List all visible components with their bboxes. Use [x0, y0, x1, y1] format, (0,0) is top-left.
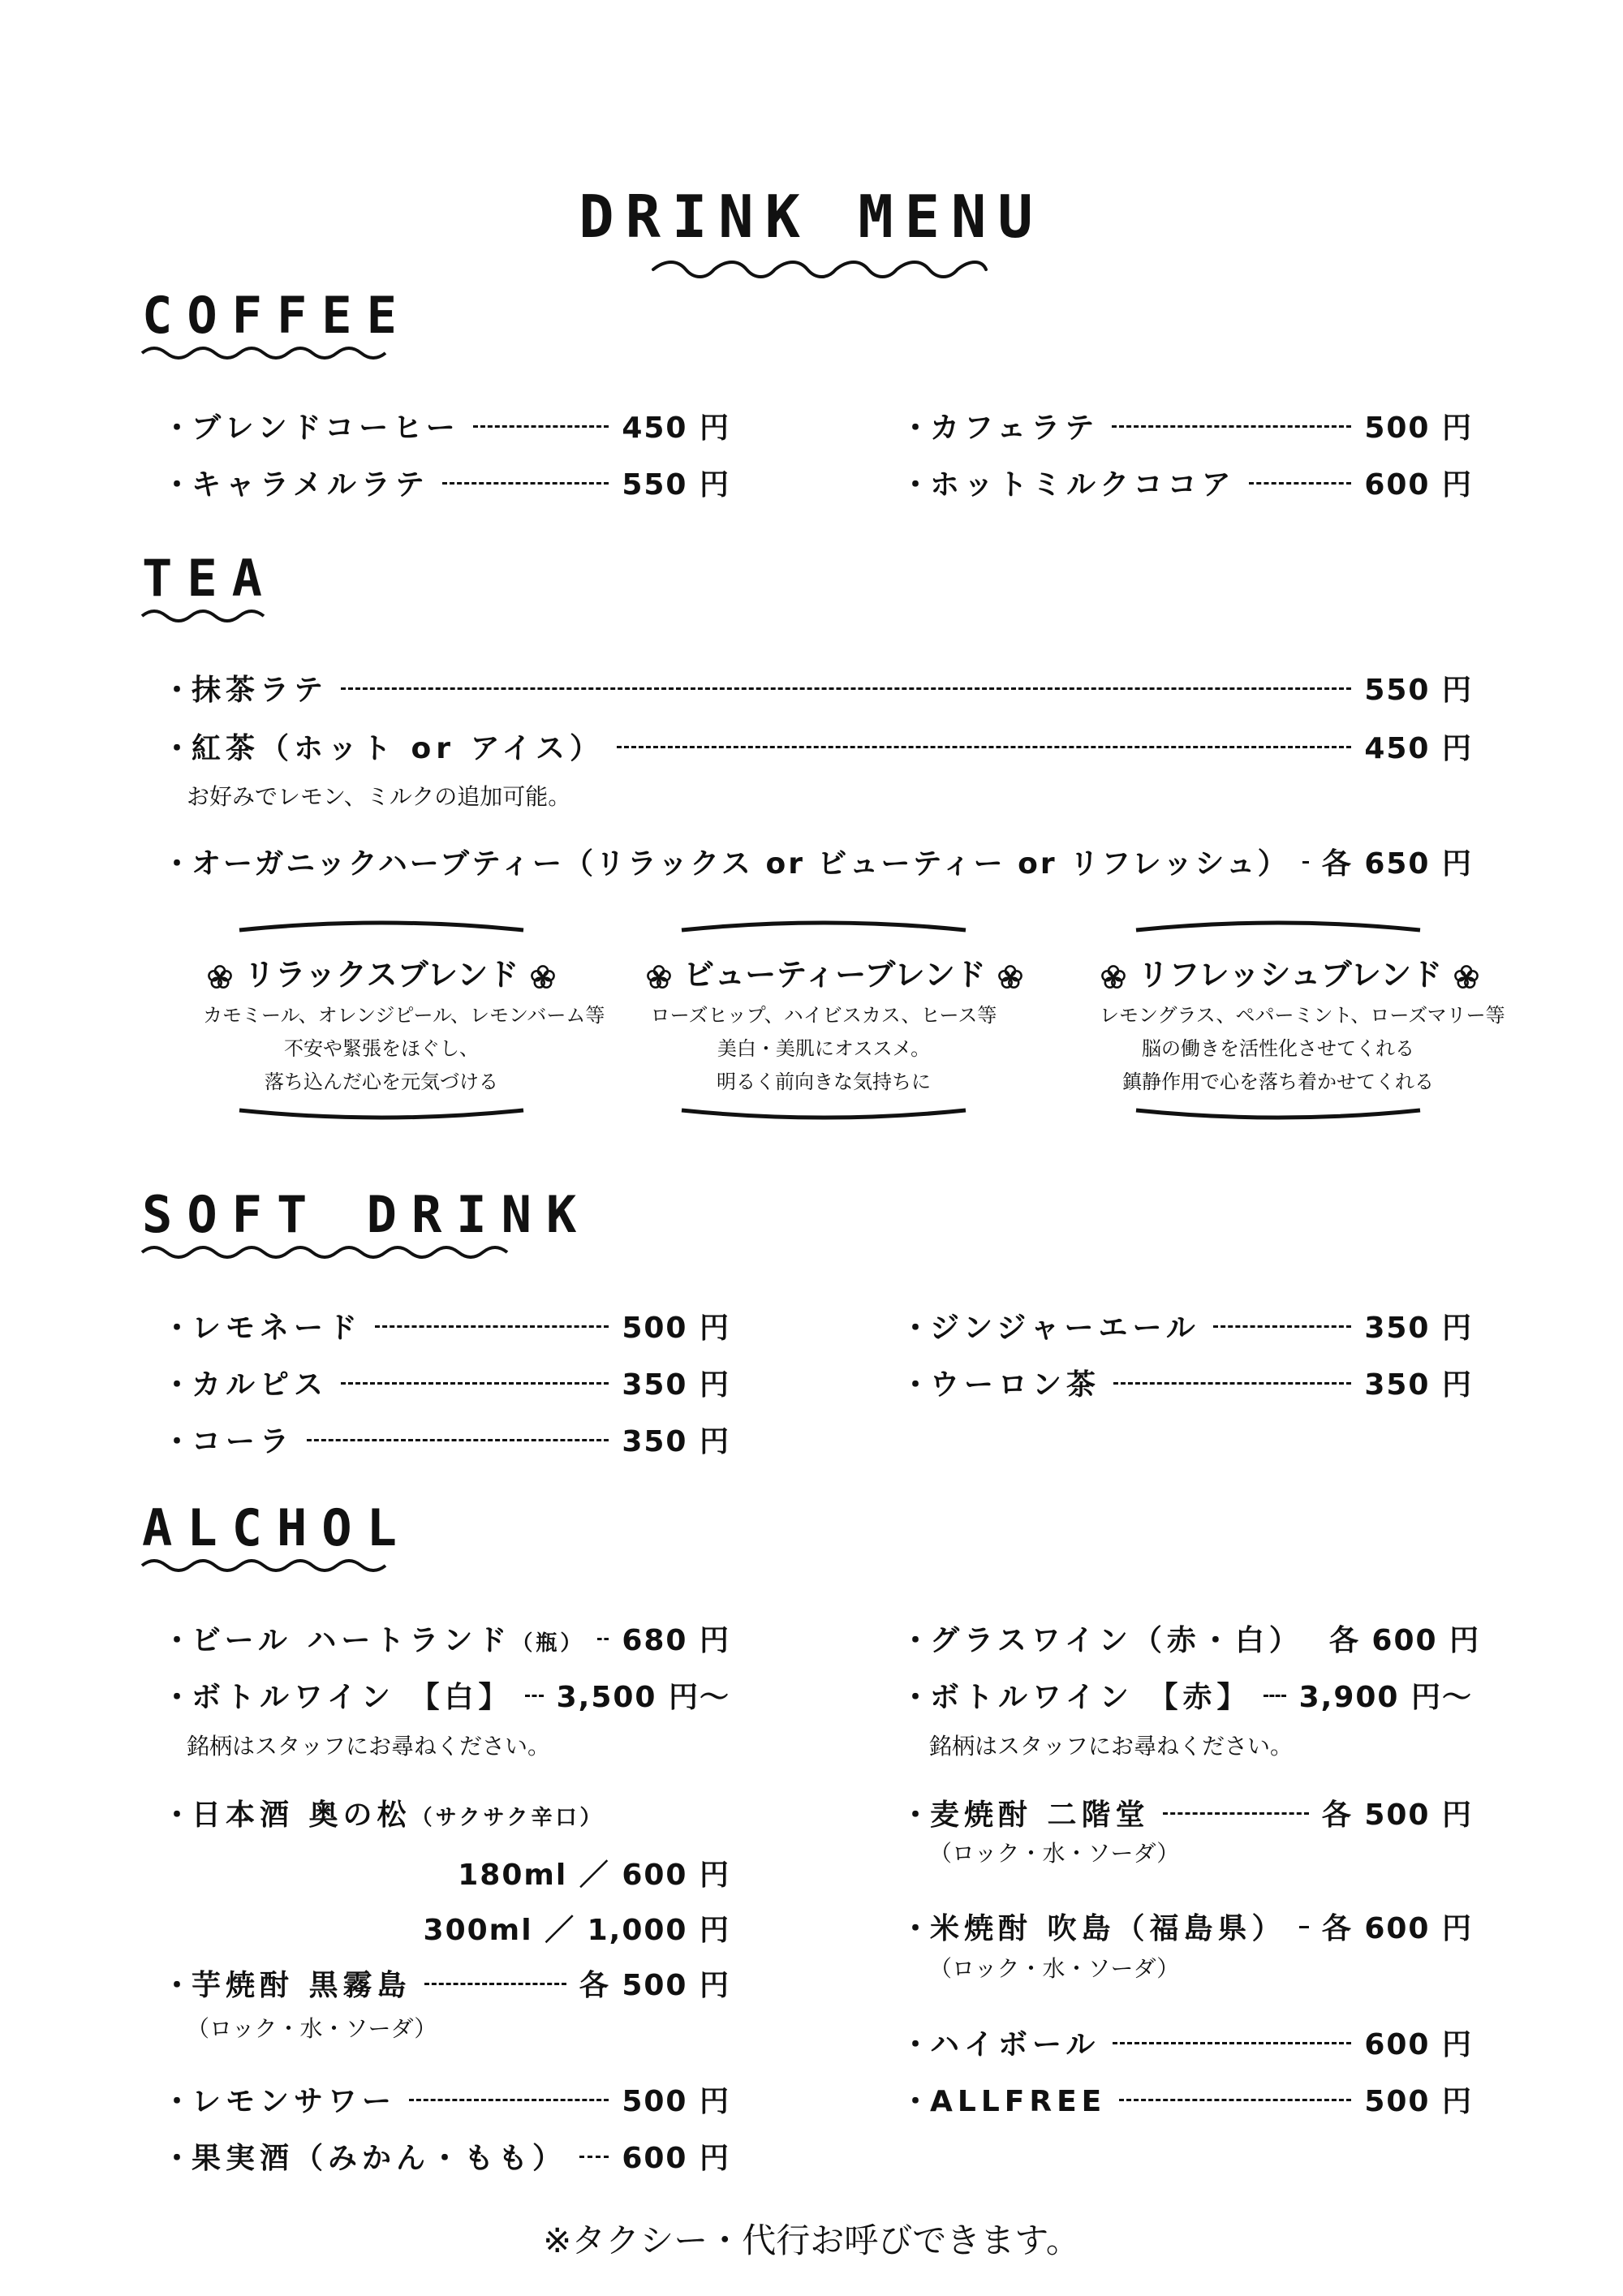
item-name: オーガニックハーブティー（リラックス or ビューティー or リフレッシュ） — [192, 847, 1289, 881]
item-name: 米焼酎 吹島（福島県） — [930, 1912, 1286, 1945]
bullet: ・ — [901, 468, 931, 502]
dotted-leader — [1249, 482, 1352, 485]
bullet: ・ — [162, 1312, 192, 1345]
bullet: ・ — [162, 1969, 192, 2002]
item-price: 500 円 — [1364, 411, 1473, 445]
item-price: 350 円 — [622, 1425, 730, 1458]
item-note: （ロック・水・ソーダ） — [187, 2015, 437, 2042]
blend-line: 脳の働きを活性化させてくれる — [1142, 1037, 1414, 1060]
dotted-leader — [424, 1983, 566, 1985]
item-name: 芋焼酎 黒霧島 — [192, 1969, 411, 2002]
bullet: ・ — [162, 1425, 192, 1458]
item-price: 500 円 — [1364, 2085, 1473, 2118]
item-price: 450 円 — [622, 411, 730, 445]
item-note: お好みでレモン、ミルクの追加可能。 — [187, 783, 571, 810]
item-name: 日本酒 奥の松 — [192, 1798, 411, 1832]
menu-row — [901, 1621, 1481, 1661]
section-heading-soft-drink: SOFT DRINK — [142, 1185, 592, 1244]
blend-line: カモミール、オレンジピール、レモンバーム等 — [203, 1004, 605, 1027]
dotted-leader — [442, 482, 609, 485]
item-name: ブレンドコーヒー — [192, 411, 460, 445]
item-name-sub: （瓶） — [511, 1631, 585, 1656]
dotted-leader — [409, 2099, 609, 2101]
bullet: ・ — [162, 674, 192, 707]
dotted-leader — [1119, 2099, 1351, 2101]
item-price: 500 円 — [622, 1312, 730, 1345]
item-name: ホットミルクココア — [930, 468, 1236, 502]
blend-wave-bottom-1 — [235, 1104, 527, 1123]
blend-card-refresh — [1100, 950, 1505, 1099]
dotted-leader — [525, 1695, 543, 1697]
dotted-leader — [1112, 425, 1351, 428]
sake-size-price: 300ml ／ 1,000 円 — [423, 1914, 730, 1947]
dotted-leader — [375, 1325, 609, 1328]
item-price: 600 円 — [622, 2142, 730, 2175]
item-price: 450 円 — [1364, 732, 1473, 765]
blend-line: 明るく前向きな気持ちに — [717, 1070, 931, 1093]
section-wave-coffee — [138, 341, 390, 365]
dotted-leader — [1264, 1695, 1285, 1697]
item-price: 350 円 — [1364, 1312, 1473, 1345]
item-price: 各 600 円 — [1328, 1624, 1481, 1657]
item-name: カルピス — [192, 1368, 329, 1402]
flower-icon — [645, 963, 673, 991]
bullet: ・ — [162, 1798, 192, 1832]
item-note: （ロック・水・ソーダ） — [929, 1955, 1180, 1982]
menu-row — [162, 2139, 730, 2179]
blend-title — [645, 950, 1002, 994]
blend-wave-bottom-2 — [678, 1104, 970, 1123]
bullet: ・ — [901, 1368, 931, 1402]
menu-row — [901, 2025, 1473, 2066]
item-price: 350 円 — [622, 1368, 730, 1402]
bullet: ・ — [901, 1798, 931, 1832]
dotted-leader — [1302, 861, 1309, 864]
item-price: 3,900 円〜 — [1298, 1681, 1473, 1714]
item-name: 抹茶ラテ — [192, 674, 329, 707]
blend-card-beauty — [645, 950, 1002, 1099]
item-name: ビール ハートランド — [192, 1624, 512, 1657]
item-name-sub: （サクサク辛口） — [411, 1806, 605, 1830]
bullet: ・ — [901, 411, 931, 445]
item-price: 600 円 — [1364, 468, 1473, 502]
item-name: カフェラテ — [930, 411, 1100, 445]
bullet: ・ — [901, 1681, 931, 1714]
menu-row — [901, 408, 1473, 449]
dotted-leader — [1113, 1382, 1351, 1385]
item-name: 麦焼酎 二階堂 — [930, 1798, 1150, 1832]
menu-row — [162, 1795, 730, 1836]
item-price: 各 600 円 — [1321, 1912, 1473, 1945]
menu-row — [162, 408, 730, 449]
flower-icon — [529, 963, 557, 991]
section-wave-alcohol — [138, 1553, 390, 1578]
menu-row — [162, 670, 1473, 711]
dotted-leader — [597, 1638, 609, 1640]
menu-row — [162, 1966, 730, 2006]
bullet: ・ — [162, 847, 192, 881]
item-name: ジンジャーエール — [930, 1312, 1200, 1345]
flower-icon — [206, 963, 234, 991]
item-name: ボトルワイン 【白】 — [192, 1681, 513, 1714]
bullet: ・ — [162, 1681, 192, 1714]
menu-row — [901, 2082, 1473, 2122]
flower-icon — [997, 963, 1024, 991]
item-name: コーラ — [192, 1425, 295, 1458]
blend-title-text: リラックスブレンド — [243, 957, 519, 993]
bullet: ・ — [901, 1312, 931, 1345]
item-price: 550 円 — [622, 468, 730, 502]
item-note: （ロック・水・ソーダ） — [929, 1840, 1180, 1867]
page-title: DRINK MENU — [579, 183, 1044, 251]
footer-note: ※タクシー・代行お呼びできます。 — [543, 2221, 1080, 2260]
blend-wave-top-2 — [678, 917, 970, 937]
dotted-leader — [1113, 2042, 1351, 2044]
section-wave-tea — [138, 604, 276, 628]
bullet: ・ — [162, 2085, 192, 2118]
item-name: 果実酒（みかん・もも） — [192, 2142, 567, 2175]
dotted-leader — [1163, 1812, 1309, 1815]
item-name: 紅茶（ホット or アイス） — [192, 732, 604, 765]
item-name: キャラメルラテ — [192, 468, 429, 502]
dotted-leader — [579, 2156, 609, 2158]
item-name: グラスワイン（赤・白） — [930, 1624, 1303, 1657]
item-price: 3,500 円〜 — [556, 1681, 730, 1714]
item-price: 各 650 円 — [1321, 847, 1473, 881]
dotted-leader — [473, 425, 609, 428]
blend-title-text: ビューティーブレンド — [683, 957, 986, 993]
dotted-leader — [341, 687, 1351, 690]
blend-line: 美白・美肌にオススメ。 — [717, 1037, 931, 1060]
dotted-leader — [617, 746, 1351, 748]
item-price: 600 円 — [1364, 2028, 1473, 2061]
item-price: 各 500 円 — [1321, 1798, 1473, 1832]
menu-row — [901, 1678, 1473, 1718]
section-heading-tea: TEA — [142, 549, 277, 608]
item-name: ALLFREE — [930, 2085, 1107, 2118]
item-note: 銘柄はスタッフにお尋ねください。 — [187, 1733, 551, 1760]
dotted-leader — [307, 1439, 609, 1441]
menu-row — [162, 1678, 730, 1718]
dotted-leader — [1213, 1325, 1352, 1328]
bullet: ・ — [162, 1624, 192, 1657]
menu-row — [162, 465, 730, 506]
menu-row — [162, 1308, 730, 1349]
title-squiggle-decoration — [649, 252, 990, 284]
bullet: ・ — [901, 1624, 931, 1657]
bullet: ・ — [901, 2028, 931, 2061]
menu-row — [162, 1422, 730, 1462]
menu-row — [901, 1909, 1473, 1949]
menu-row — [162, 844, 1473, 885]
blend-title-text: リフレッシュブレンド — [1138, 957, 1443, 993]
flower-icon — [1453, 963, 1480, 991]
menu-row — [901, 1795, 1473, 1836]
blend-wave-top-1 — [235, 917, 527, 937]
bullet: ・ — [162, 468, 192, 502]
section-wave-soft-drink — [138, 1240, 511, 1264]
flower-icon — [1100, 963, 1127, 991]
bullet: ・ — [901, 1912, 931, 1945]
item-price: 550 円 — [1364, 674, 1473, 707]
bullet: ・ — [162, 732, 192, 765]
item-name: ウーロン茶 — [930, 1368, 1101, 1402]
blend-line: 鎮静作用で心を落ち着かせてくれる — [1122, 1070, 1434, 1093]
item-price: 各 500 円 — [579, 1969, 730, 2002]
menu-row — [901, 465, 1473, 506]
blend-line: 落ち込んだ心を元気づける — [265, 1070, 498, 1093]
blend-wave-bottom-3 — [1132, 1104, 1424, 1123]
item-price: 350 円 — [1364, 1368, 1473, 1402]
menu-row — [162, 1365, 730, 1406]
blend-card-relax — [203, 950, 605, 1099]
blend-wave-top-3 — [1132, 917, 1424, 937]
dotted-leader — [341, 1382, 609, 1385]
dotted-leader — [1299, 1926, 1309, 1928]
blend-title — [203, 950, 560, 994]
section-heading-alcohol: ALCHOL — [142, 1498, 411, 1557]
item-name: レモネード — [192, 1312, 363, 1345]
item-price: 680 円 — [622, 1624, 730, 1657]
blend-title — [1100, 950, 1457, 994]
blend-line: 不安や緊張をほぐし、 — [284, 1037, 479, 1060]
menu-row — [162, 2082, 730, 2122]
bullet: ・ — [901, 2085, 931, 2118]
sake-size-price: 180ml ／ 600 円 — [458, 1859, 730, 1892]
menu-row — [901, 1308, 1473, 1349]
item-name: レモンサワー — [192, 2085, 397, 2118]
item-name: ボトルワイン 【赤】 — [930, 1681, 1251, 1714]
item-price: 500 円 — [622, 2085, 730, 2118]
item-note: 銘柄はスタッフにお尋ねください。 — [929, 1733, 1294, 1760]
blend-line: レモングラス、ペパーミント、ローズマリー等 — [1100, 1004, 1505, 1027]
menu-row — [162, 729, 1473, 769]
blend-line: ローズヒップ、ハイビスカス、ヒース等 — [650, 1004, 997, 1027]
bullet: ・ — [162, 2142, 192, 2175]
menu-row — [901, 1365, 1473, 1406]
section-heading-coffee: COFFEE — [142, 286, 411, 345]
menu-row — [162, 1621, 730, 1661]
bullet: ・ — [162, 411, 192, 445]
bullet: ・ — [162, 1368, 192, 1402]
item-name: ハイボール — [930, 2028, 1100, 2061]
